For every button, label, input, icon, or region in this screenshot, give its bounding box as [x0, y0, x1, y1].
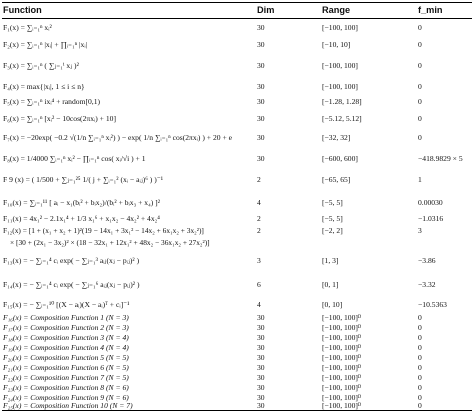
dim-cell: 30 [257, 353, 265, 362]
range-cell: [−2, 2] [322, 226, 343, 235]
dim-cell: 30 [257, 393, 265, 402]
function-cell: F₁₀(x) = ∑ᵢ₌₁¹¹ [ aᵢ − x₁(bᵢ² + bᵢx₂)/(bᵢ² + bᵢx₃ + x₄) ]² [3, 198, 160, 207]
fmin-cell: −3.86 [418, 256, 436, 265]
dim-cell: 30 [257, 373, 265, 382]
range-cell: [−100, 100]ᴰ [322, 363, 362, 372]
range-cell: [−5, 5] [322, 214, 343, 223]
fmin-cell: 0 [418, 401, 422, 410]
range-cell: [0, 1] [322, 280, 339, 289]
range-cell: [−100, 100]ᴰ [322, 333, 362, 342]
function-cell: F₂₀(x) = Composition Function 5 (N = 5) [3, 353, 129, 362]
table-bottom-rule [2, 410, 472, 411]
fmin-cell: 0 [418, 97, 422, 106]
function-cell: F₂₁(x) = Composition Function 6 (N = 5) [3, 363, 129, 372]
function-cell: F₇(x) = −20exp( −0.2 √(1/n ∑ᵢ₌₁ⁿ xᵢ²) ) − exp( 1/n ∑ᵢ₌₁ⁿ cos(2πxᵢ) ) + 20 + e [3, 133, 232, 142]
function-cell: F₁₁(x) = 4x₁² − 2.1x₁⁴ + 1/3 x₁⁶ + x₁x₂ − 4x₂² + 4x₂⁴ [3, 214, 160, 223]
fmin-cell: 0 [418, 313, 422, 322]
function-cell: F₁₄(x) = − ∑ᵢ₌₁⁴ cᵢ exp( − ∑ⱼ₌₁⁶ aᵢⱼ(xⱼ − pᵢⱼ)² ) [3, 280, 140, 289]
range-cell: [−5, 5] [322, 198, 343, 207]
dim-cell: 6 [257, 280, 261, 289]
dim-cell: 30 [257, 343, 265, 352]
fmin-cell: −3.32 [418, 280, 436, 289]
range-cell: [−100, 100] [322, 23, 358, 32]
header-fmin: f_min [418, 5, 443, 15]
range-cell: [1, 3] [322, 256, 339, 265]
dim-cell: 30 [257, 40, 265, 49]
function-cell: F₁₈(x) = Composition Function 3 (N = 4) [3, 333, 129, 342]
function-cell: F₂₃(x) = Composition Function 8 (N = 6) [3, 383, 129, 392]
function-cell: F₂₂(x) = Composition Function 7 (N = 5) [3, 373, 129, 382]
range-cell: [−100, 100]ᴰ [322, 393, 362, 402]
dim-cell: 30 [257, 333, 265, 342]
function-cell: F₁₉(x) = Composition Function 4 (N = 4) [3, 343, 129, 352]
dim-cell: 30 [257, 154, 265, 163]
range-cell: [−100, 100]ᴰ [322, 323, 362, 332]
function-cell: F₂(x) = ∑ᵢ₌₁ⁿ |xᵢ| + ∏ᵢ₌₁ⁿ |xᵢ| [3, 40, 88, 49]
dim-cell: 4 [257, 300, 261, 309]
range-cell: [−100, 100]ᴰ [322, 373, 362, 382]
dim-cell: 30 [257, 313, 265, 322]
dim-cell: 30 [257, 61, 265, 70]
table-top-rule [2, 2, 472, 3]
fmin-cell: 0 [418, 363, 422, 372]
dim-cell: 30 [257, 23, 265, 32]
dim-cell: 30 [257, 97, 265, 106]
fmin-cell: 0 [418, 333, 422, 342]
fmin-cell: 0 [418, 393, 422, 402]
range-cell: [0, 10] [322, 300, 343, 309]
fmin-cell: 0 [418, 373, 422, 382]
dim-cell: 2 [257, 175, 261, 184]
fmin-cell: 0 [418, 343, 422, 352]
range-cell: [−600, 600] [322, 154, 358, 163]
table-header-rule [2, 18, 472, 19]
range-cell: [−10, 10] [322, 40, 351, 49]
function-cell: F₁₇(x) = Composition Function 2 (N = 3) [3, 323, 129, 332]
dim-cell: 3 [257, 256, 261, 265]
function-cell: F₁₂(x) = [1 + (x₁ + x₂ + 1)²(19 − 14x₁ + 3x₁² − 14x₂ + 6x₁x₂ + 3x₂²)] [3, 226, 204, 235]
function-cell: F₁₃(x) = − ∑ᵢ₌₁⁴ cᵢ exp( − ∑ⱼ₌₁³ aᵢⱼ(xⱼ − pᵢⱼ)² ) [3, 256, 140, 265]
function-cell: F₃(x) = ∑ᵢ₌₁ⁿ ( ∑ⱼ₌₁ⁱ xⱼ )² [3, 61, 79, 70]
function-cell: F₂₄(x) = Composition Function 9 (N = 6) [3, 393, 129, 402]
fmin-cell: 0 [418, 114, 422, 123]
function-cell: F₆(x) = ∑ᵢ₌₁ⁿ [xᵢ² − 10cos(2πxᵢ) + 10] [3, 114, 116, 123]
range-cell: [−65, 65] [322, 175, 351, 184]
fmin-cell: 0.00030 [418, 198, 443, 207]
fmin-cell: 3 [418, 226, 422, 235]
header-dim: Dim [257, 5, 275, 15]
dim-cell: 30 [257, 82, 265, 91]
fmin-cell: 0 [418, 40, 422, 49]
fmin-cell: 1 [418, 175, 422, 184]
range-cell: [−100, 100]ᴰ [322, 353, 362, 362]
fmin-cell: 0 [418, 61, 422, 70]
range-cell: [−100, 100]ᴰ [322, 383, 362, 392]
function-cell-continuation: × [30 + (2x₁ − 3x₂)² × (18 − 32x₁ + 12x₁² + 48x₂ − 36x₁x₂ + 27x₂²)] [10, 238, 210, 247]
fmin-cell: −10.5363 [418, 300, 447, 309]
function-cell: F₈(x) = 1/4000 ∑ᵢ₌₁ⁿ xᵢ² − ∏ᵢ₌₁ⁿ cos( xᵢ/√i ) + 1 [3, 154, 146, 163]
fmin-cell: 0 [418, 353, 422, 362]
range-cell: [−100, 100]ᴰ [322, 313, 362, 322]
dim-cell: 30 [257, 363, 265, 372]
header-range: Range [322, 5, 351, 15]
fmin-cell: 0 [418, 383, 422, 392]
function-cell: F 9 (x) = ( 1/500 + ∑ⱼ₌₁²⁵ 1/( j + ∑ᵢ₌₁² (xᵢ − aᵢⱼ)⁶ ) )⁻¹ [3, 175, 164, 184]
fmin-cell: 0 [418, 133, 422, 142]
range-cell: [−32, 32] [322, 133, 351, 142]
dim-cell: 30 [257, 323, 265, 332]
fmin-cell: 0 [418, 23, 422, 32]
range-cell: [−100, 100]ᴰ [322, 343, 362, 352]
dim-cell: 30 [257, 133, 265, 142]
function-cell: F₁(x) = ∑ᵢ₌₁ⁿ xᵢ² [3, 23, 52, 32]
dim-cell: 4 [257, 198, 261, 207]
function-cell: F₁₆(x) = Composition Function 1 (N = 3) [3, 313, 129, 322]
function-cell: F₄(x) = max{|xᵢ|, 1 ≤ i ≤ n} [3, 82, 85, 91]
function-cell: F₅(x) = ∑ᵢ₌₁ⁿ ixᵢ⁴ + random[0,1) [3, 97, 101, 106]
fmin-cell: 0 [418, 323, 422, 332]
range-cell: [−100, 100]ᴰ [322, 401, 362, 410]
range-cell: [−1.28, 1.28] [322, 97, 362, 106]
header-function: Function [3, 5, 42, 15]
range-cell: [−100, 100] [322, 61, 358, 70]
function-cell: F₂₅(x) = Composition Function 10 (N = 7) [3, 401, 133, 410]
range-cell: [−5.12, 5.12] [322, 114, 362, 123]
fmin-cell: −418.9829 × 5 [418, 154, 463, 163]
dim-cell: 2 [257, 214, 261, 223]
dim-cell: 30 [257, 114, 265, 123]
fmin-cell: 0 [418, 82, 422, 91]
function-cell: F₁₅(x) = − ∑ᵢ₌₁¹⁰ [(X − aᵢ)(X − aᵢ)ᵀ + cᵢ]⁻¹ [3, 300, 130, 309]
dim-cell: 30 [257, 401, 265, 410]
dim-cell: 2 [257, 226, 261, 235]
fmin-cell: −1.0316 [418, 214, 444, 223]
range-cell: [−100, 100] [322, 82, 358, 91]
dim-cell: 30 [257, 383, 265, 392]
